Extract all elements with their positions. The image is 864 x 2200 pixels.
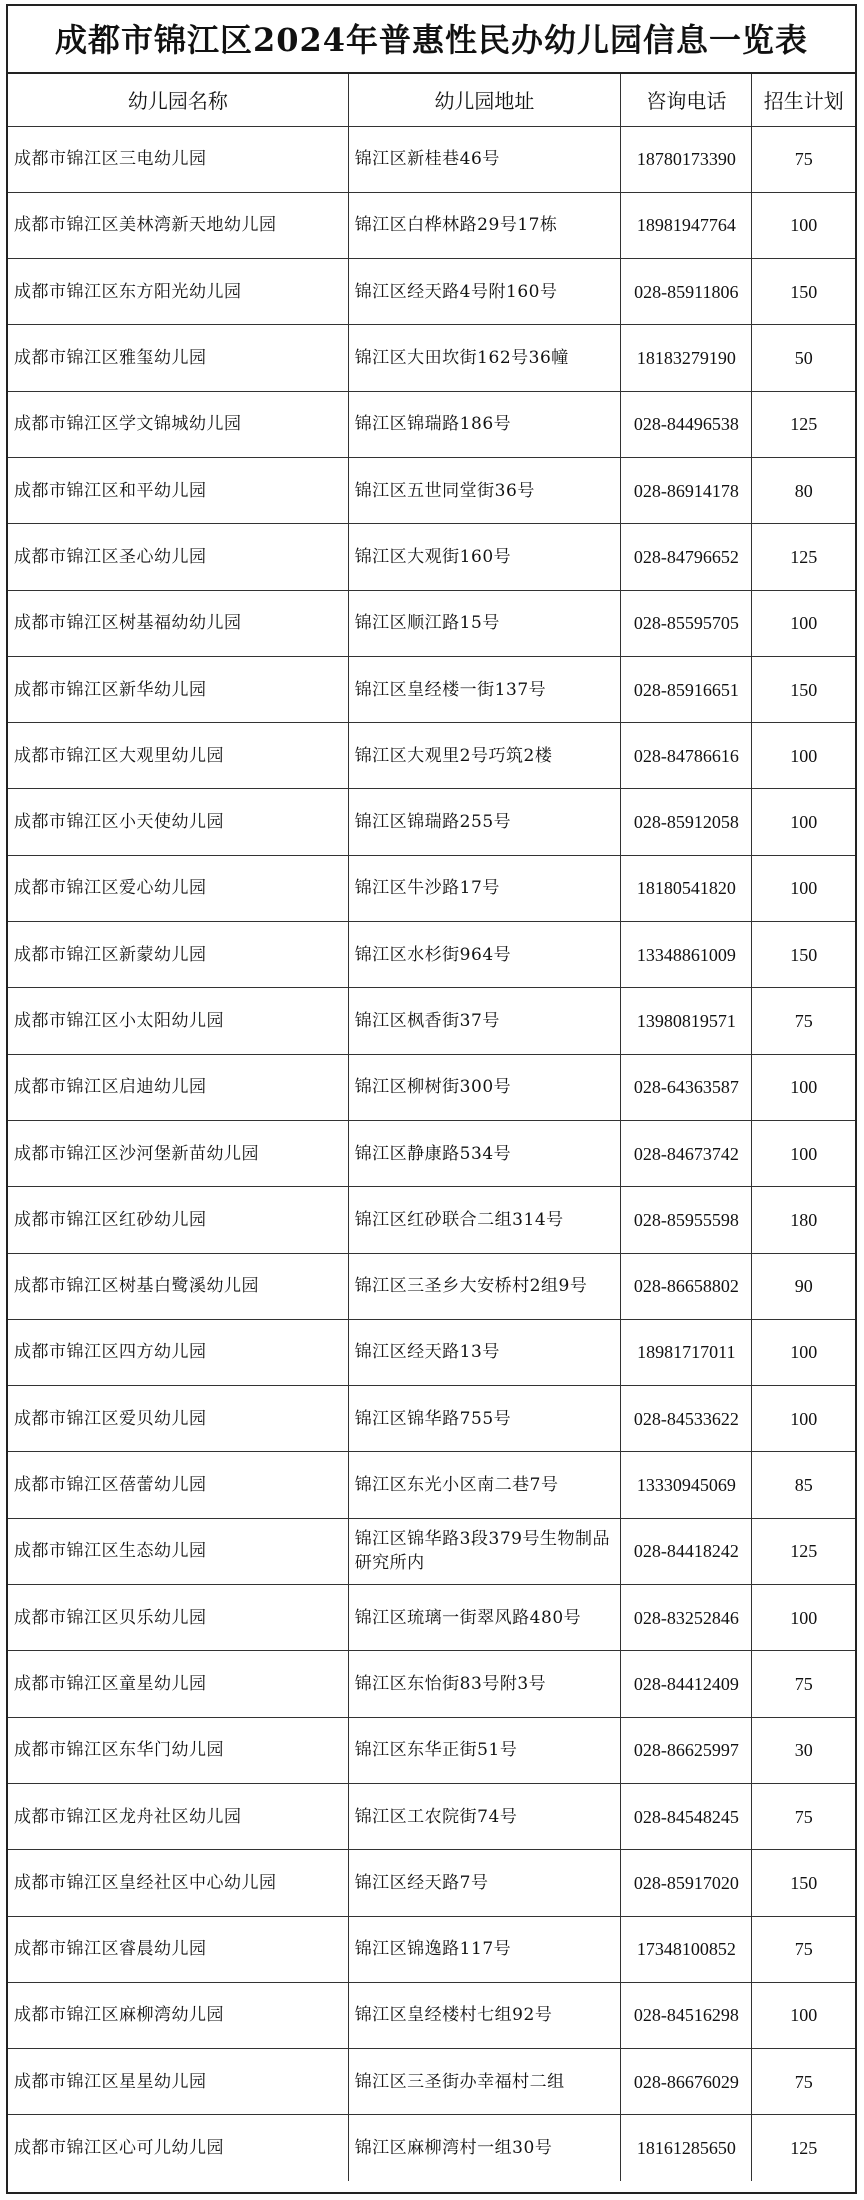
kindergarten-address-cell: 锦江区东怡街83号附3号 [348, 1651, 621, 1717]
kindergarten-name-cell: 成都市锦江区麻柳湾幼儿园 [8, 1982, 348, 2048]
consult-phone-cell: 18981717011 [621, 1319, 752, 1385]
kindergarten-name-cell: 成都市锦江区小天使幼儿园 [8, 789, 348, 855]
table-row [8, 259, 855, 325]
consult-phone-cell: 18780173390 [621, 126, 752, 192]
kindergarten-name-cell: 成都市锦江区爱心幼儿园 [8, 855, 348, 921]
kindergarten-name-cell: 成都市锦江区四方幼儿园 [8, 1319, 348, 1385]
enrollment-plan-cell: 100 [752, 723, 855, 789]
table-row [8, 656, 855, 722]
kindergarten-address-cell: 锦江区水杉街964号 [348, 922, 621, 988]
enrollment-plan-cell: 100 [752, 789, 855, 855]
table-row [8, 988, 855, 1054]
kindergarten-name-cell: 成都市锦江区和平幼儿园 [8, 457, 348, 523]
table-row [8, 855, 855, 921]
column-header-name: 幼儿园名称 [8, 74, 348, 126]
kindergarten-name-cell: 成都市锦江区雅玺幼儿园 [8, 325, 348, 391]
consult-phone-cell: 13348861009 [621, 922, 752, 988]
kindergarten-name-cell: 成都市锦江区学文锦城幼儿园 [8, 391, 348, 457]
table-row [8, 1783, 855, 1849]
consult-phone-cell: 028-84412409 [621, 1651, 752, 1717]
enrollment-plan-cell: 180 [752, 1187, 855, 1253]
kindergarten-address-cell: 锦江区大田坎街162号36幢 [348, 325, 621, 391]
kindergarten-name-cell: 成都市锦江区心可儿幼儿园 [8, 2115, 348, 2181]
enrollment-plan-cell: 100 [752, 1319, 855, 1385]
kindergarten-address-cell: 锦江区红砂联合二组314号 [348, 1187, 621, 1253]
enrollment-plan-cell: 75 [752, 1651, 855, 1717]
header-row [8, 74, 855, 126]
kindergarten-name-cell: 成都市锦江区沙河堡新苗幼儿园 [8, 1120, 348, 1186]
consult-phone-cell: 17348100852 [621, 1916, 752, 1982]
kindergarten-name-cell: 成都市锦江区东华门幼儿园 [8, 1717, 348, 1783]
kindergarten-name-cell: 成都市锦江区东方阳光幼儿园 [8, 259, 348, 325]
consult-phone-cell: 028-84533622 [621, 1386, 752, 1452]
enrollment-plan-cell: 75 [752, 1783, 855, 1849]
enrollment-plan-cell: 125 [752, 391, 855, 457]
enrollment-plan-cell: 100 [752, 1585, 855, 1651]
consult-phone-cell: 028-84418242 [621, 1518, 752, 1584]
enrollment-plan-cell: 100 [752, 1386, 855, 1452]
table-row [8, 1120, 855, 1186]
enrollment-plan-cell: 150 [752, 922, 855, 988]
enrollment-plan-cell: 150 [752, 259, 855, 325]
kindergarten-name-cell: 成都市锦江区蓓蕾幼儿园 [8, 1452, 348, 1518]
column-header-plan: 招生计划 [752, 74, 855, 126]
enrollment-plan-cell: 80 [752, 457, 855, 523]
kindergarten-address-cell: 锦江区锦瑞路255号 [348, 789, 621, 855]
kindergarten-address-cell: 锦江区锦华路3段379号生物制品研究所内 [348, 1518, 621, 1584]
kindergarten-address-cell: 锦江区三圣乡大安桥村2组9号 [348, 1253, 621, 1319]
kindergarten-name-cell: 成都市锦江区新华幼儿园 [8, 656, 348, 722]
kindergarten-address-cell: 锦江区锦华路755号 [348, 1386, 621, 1452]
table-row [8, 2049, 855, 2115]
enrollment-plan-cell: 30 [752, 1717, 855, 1783]
kindergarten-address-cell: 锦江区三圣街办幸福村二组 [348, 2049, 621, 2115]
table-row [8, 922, 855, 988]
enrollment-plan-cell: 75 [752, 126, 855, 192]
kindergarten-name-cell: 成都市锦江区贝乐幼儿园 [8, 1585, 348, 1651]
kindergarten-info-sheet [6, 4, 857, 2194]
kindergarten-name-cell: 成都市锦江区新蒙幼儿园 [8, 922, 348, 988]
enrollment-plan-cell: 150 [752, 1850, 855, 1916]
kindergarten-address-cell: 锦江区东华正街51号 [348, 1717, 621, 1783]
consult-phone-cell: 028-85595705 [621, 590, 752, 656]
kindergarten-name-cell: 成都市锦江区三电幼儿园 [8, 126, 348, 192]
table-row [8, 1518, 855, 1584]
kindergarten-address-cell: 锦江区牛沙路17号 [348, 855, 621, 921]
kindergarten-address-cell: 锦江区皇经楼村七组92号 [348, 1982, 621, 2048]
kindergarten-name-cell: 成都市锦江区生态幼儿园 [8, 1518, 348, 1584]
kindergarten-address-cell: 锦江区顺江路15号 [348, 590, 621, 656]
consult-phone-cell: 028-86625997 [621, 1717, 752, 1783]
kindergarten-address-cell: 锦江区琉璃一街翠风路480号 [348, 1585, 621, 1651]
kindergarten-address-cell: 锦江区麻柳湾村一组30号 [348, 2115, 621, 2181]
consult-phone-cell: 18183279190 [621, 325, 752, 391]
table-row [8, 457, 855, 523]
kindergarten-name-cell: 成都市锦江区美林湾新天地幼儿园 [8, 192, 348, 258]
table-row [8, 391, 855, 457]
kindergarten-address-cell: 锦江区大观里2号巧筑2楼 [348, 723, 621, 789]
table-row [8, 1386, 855, 1452]
kindergarten-name-cell: 成都市锦江区树基福幼幼儿园 [8, 590, 348, 656]
table-row [8, 1916, 855, 1982]
enrollment-plan-cell: 125 [752, 1518, 855, 1584]
enrollment-plan-cell: 125 [752, 2115, 855, 2181]
kindergarten-name-cell: 成都市锦江区龙舟社区幼儿园 [8, 1783, 348, 1849]
table-row [8, 590, 855, 656]
consult-phone-cell: 028-86658802 [621, 1253, 752, 1319]
column-header-address: 幼儿园地址 [348, 74, 621, 126]
table-row [8, 1585, 855, 1651]
consult-phone-cell: 028-86914178 [621, 457, 752, 523]
table-row [8, 1054, 855, 1120]
consult-phone-cell: 028-64363587 [621, 1054, 752, 1120]
table-row [8, 524, 855, 590]
kindergarten-table [8, 74, 855, 2181]
kindergarten-address-cell: 锦江区大观街160号 [348, 524, 621, 590]
kindergarten-address-cell: 锦江区柳树街300号 [348, 1054, 621, 1120]
consult-phone-cell: 18180541820 [621, 855, 752, 921]
table-row [8, 192, 855, 258]
consult-phone-cell: 028-85916651 [621, 656, 752, 722]
kindergarten-name-cell: 成都市锦江区皇经社区中心幼儿园 [8, 1850, 348, 1916]
consult-phone-cell: 028-85911806 [621, 259, 752, 325]
enrollment-plan-cell: 150 [752, 656, 855, 722]
table-row [8, 723, 855, 789]
kindergarten-address-cell: 锦江区静康路534号 [348, 1120, 621, 1186]
kindergarten-name-cell: 成都市锦江区启迪幼儿园 [8, 1054, 348, 1120]
consult-phone-cell: 028-84786616 [621, 723, 752, 789]
kindergarten-name-cell: 成都市锦江区小太阳幼儿园 [8, 988, 348, 1054]
table-row [8, 126, 855, 192]
consult-phone-cell: 028-84548245 [621, 1783, 752, 1849]
consult-phone-cell: 18981947764 [621, 192, 752, 258]
consult-phone-cell: 028-84516298 [621, 1982, 752, 2048]
kindergarten-address-cell: 锦江区经天路13号 [348, 1319, 621, 1385]
enrollment-plan-cell: 85 [752, 1452, 855, 1518]
table-row [8, 1253, 855, 1319]
kindergarten-name-cell: 成都市锦江区大观里幼儿园 [8, 723, 348, 789]
kindergarten-name-cell: 成都市锦江区睿晨幼儿园 [8, 1916, 348, 1982]
enrollment-plan-cell: 50 [752, 325, 855, 391]
consult-phone-cell: 028-85912058 [621, 789, 752, 855]
enrollment-plan-cell: 75 [752, 1916, 855, 1982]
kindergarten-name-cell: 成都市锦江区圣心幼儿园 [8, 524, 348, 590]
kindergarten-address-cell: 锦江区东光小区南二巷7号 [348, 1452, 621, 1518]
table-row [8, 1717, 855, 1783]
consult-phone-cell: 13330945069 [621, 1452, 752, 1518]
enrollment-plan-cell: 100 [752, 855, 855, 921]
kindergarten-name-cell: 成都市锦江区树基白鹭溪幼儿园 [8, 1253, 348, 1319]
column-header-phone: 咨询电话 [621, 74, 752, 126]
kindergarten-name-cell: 成都市锦江区星星幼儿园 [8, 2049, 348, 2115]
consult-phone-cell: 18161285650 [621, 2115, 752, 2181]
kindergarten-address-cell: 锦江区枫香街37号 [348, 988, 621, 1054]
enrollment-plan-cell: 100 [752, 1982, 855, 2048]
table-row [8, 1319, 855, 1385]
table-row [8, 1651, 855, 1717]
enrollment-plan-cell: 100 [752, 192, 855, 258]
kindergarten-name-cell: 成都市锦江区童星幼儿园 [8, 1651, 348, 1717]
consult-phone-cell: 13980819571 [621, 988, 752, 1054]
page-title: 成都市锦江区2024年普惠性民办幼儿园信息一览表 [8, 6, 855, 74]
table-row [8, 789, 855, 855]
table-body [8, 126, 855, 2181]
enrollment-plan-cell: 90 [752, 1253, 855, 1319]
kindergarten-address-cell: 锦江区经天路4号附160号 [348, 259, 621, 325]
table-row [8, 1187, 855, 1253]
kindergarten-address-cell: 锦江区工农院街74号 [348, 1783, 621, 1849]
consult-phone-cell: 028-83252846 [621, 1585, 752, 1651]
table-row [8, 325, 855, 391]
table-row [8, 1982, 855, 2048]
enrollment-plan-cell: 75 [752, 988, 855, 1054]
consult-phone-cell: 028-84796652 [621, 524, 752, 590]
consult-phone-cell: 028-84673742 [621, 1120, 752, 1186]
table-row [8, 1452, 855, 1518]
kindergarten-name-cell: 成都市锦江区爱贝幼儿园 [8, 1386, 348, 1452]
enrollment-plan-cell: 100 [752, 590, 855, 656]
kindergarten-address-cell: 锦江区新桂巷46号 [348, 126, 621, 192]
kindergarten-name-cell: 成都市锦江区红砂幼儿园 [8, 1187, 348, 1253]
consult-phone-cell: 028-84496538 [621, 391, 752, 457]
enrollment-plan-cell: 75 [752, 2049, 855, 2115]
kindergarten-address-cell: 锦江区皇经楼一街137号 [348, 656, 621, 722]
enrollment-plan-cell: 100 [752, 1054, 855, 1120]
table-row [8, 1850, 855, 1916]
kindergarten-address-cell: 锦江区白桦林路29号17栋 [348, 192, 621, 258]
kindergarten-address-cell: 锦江区经天路7号 [348, 1850, 621, 1916]
consult-phone-cell: 028-86676029 [621, 2049, 752, 2115]
enrollment-plan-cell: 100 [752, 1120, 855, 1186]
enrollment-plan-cell: 125 [752, 524, 855, 590]
consult-phone-cell: 028-85955598 [621, 1187, 752, 1253]
kindergarten-address-cell: 锦江区锦瑞路186号 [348, 391, 621, 457]
consult-phone-cell: 028-85917020 [621, 1850, 752, 1916]
table-row [8, 2115, 855, 2181]
kindergarten-address-cell: 锦江区五世同堂街36号 [348, 457, 621, 523]
kindergarten-address-cell: 锦江区锦逸路117号 [348, 1916, 621, 1982]
